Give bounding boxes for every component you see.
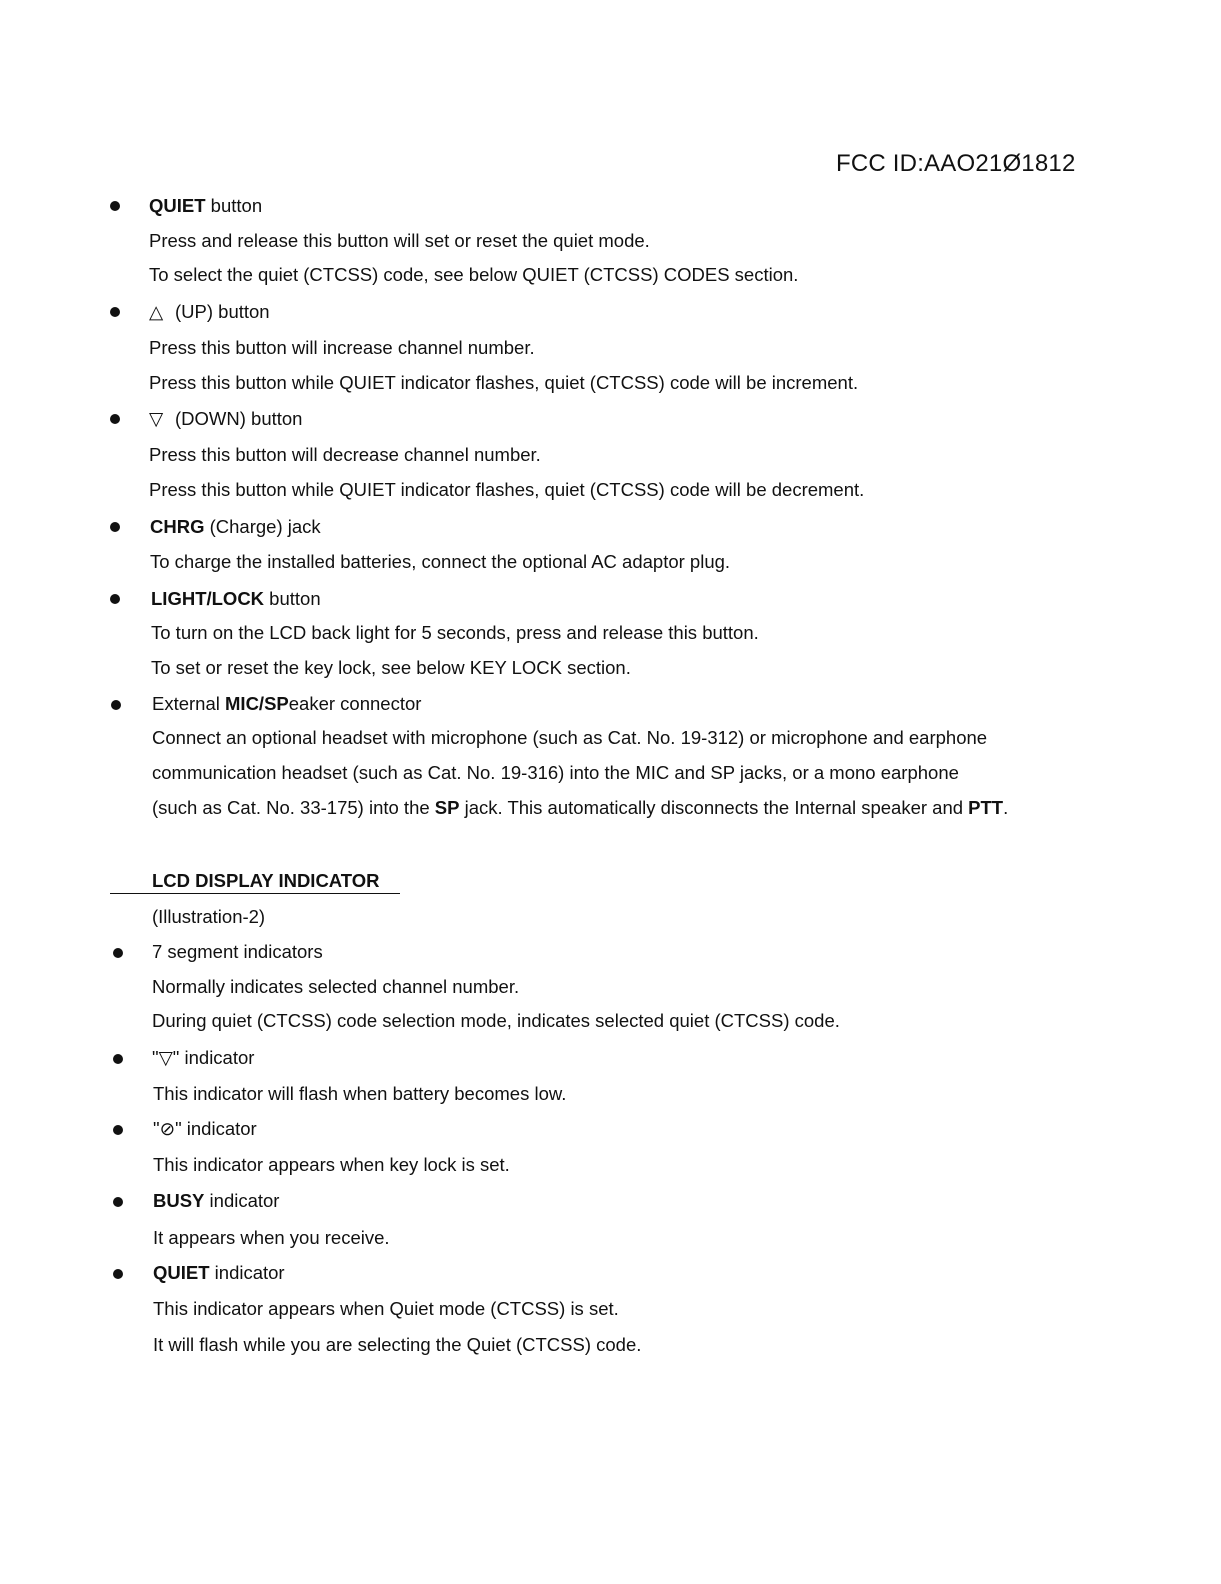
item-title-quiet-button: QUIET button bbox=[149, 195, 263, 216]
lcd-item-line: Normally indicates selected channel number. bbox=[152, 976, 520, 997]
item-line: (such as Cat. No. 33-175) into the SP jack. This automatically disconnects the Internal speaker and PTT. bbox=[152, 797, 1009, 818]
item-line: communication headset (such as Cat. No. 19-316) into the MIC and SP jacks, or a mono earphone bbox=[152, 762, 959, 783]
item-line: To select the quiet (CTCSS) code, see below QUIET (CTCSS) CODES section. bbox=[149, 264, 799, 285]
lcd-item-title-busy-indicator: BUSY indicator bbox=[153, 1190, 280, 1211]
item-line: Press this button while QUIET indicator flashes, quiet (CTCSS) code will be decrement. bbox=[149, 479, 865, 500]
lcd-item-line: This indicator appears when Quiet mode (CTCSS) is set. bbox=[153, 1298, 619, 1319]
lcd-item-title-battery-indicator: "▽" indicator bbox=[152, 1047, 255, 1068]
item-title-light-lock-button: LIGHT/LOCK button bbox=[151, 588, 321, 609]
lcd-item-line: During quiet (CTCSS) code selection mode, indicates selected quiet (CTCSS) code. bbox=[152, 1010, 840, 1031]
down-triangle-icon: ▽ bbox=[149, 408, 164, 429]
item-title-up-button: △ (UP) button bbox=[149, 301, 270, 322]
bullet bbox=[110, 307, 120, 317]
item-line: To turn on the LCD back light for 5 seconds, press and release this button. bbox=[151, 622, 759, 643]
up-triangle-icon: △ bbox=[149, 301, 164, 322]
bullet bbox=[110, 201, 120, 211]
bullet bbox=[111, 700, 121, 710]
item-line: Connect an optional headset with microphone (such as Cat. No. 19-312) or microphone and earphone bbox=[152, 727, 988, 748]
lcd-item-line: It appears when you receive. bbox=[153, 1227, 390, 1248]
item-line: Press this button will decrease channel number. bbox=[149, 444, 541, 465]
bullet bbox=[113, 1054, 123, 1064]
lcd-item-line: It will flash while you are selecting the Quiet (CTCSS) code. bbox=[153, 1334, 642, 1355]
bullet bbox=[113, 1125, 123, 1135]
fcc-id: FCC ID:AAO21Ø1812 bbox=[836, 150, 1076, 177]
lcd-item-line: This indicator appears when key lock is set. bbox=[153, 1154, 510, 1175]
lcd-item-line: This indicator will flash when battery becomes low. bbox=[153, 1083, 567, 1104]
item-line: Press this button while QUIET indicator flashes, quiet (CTCSS) code will be increment. bbox=[149, 372, 859, 393]
lcd-item-title: 7 segment indicators bbox=[152, 941, 323, 962]
bullet bbox=[110, 522, 120, 532]
item-title-down-button: ▽ (DOWN) button bbox=[149, 408, 303, 429]
item-line: Press this button will increase channel number. bbox=[149, 337, 535, 358]
item-line: To set or reset the key lock, see below KEY LOCK section. bbox=[151, 657, 631, 678]
item-title-chrg-jack: CHRG (Charge) jack bbox=[150, 516, 321, 537]
bullet bbox=[110, 414, 120, 424]
bullet bbox=[113, 1197, 123, 1207]
item-line: Press and release this button will set or reset the quiet mode. bbox=[149, 230, 650, 251]
lcd-item-title-quiet-indicator: QUIET indicator bbox=[153, 1262, 285, 1283]
item-title-mic-sp-connector: External MIC/SPeaker connector bbox=[152, 693, 422, 714]
bullet bbox=[113, 948, 123, 958]
bullet bbox=[110, 594, 120, 604]
bullet bbox=[113, 1269, 123, 1279]
section-subtitle: (Illustration-2) bbox=[152, 906, 266, 927]
item-line: To charge the installed batteries, connect the optional AC adaptor plug. bbox=[150, 551, 731, 572]
section-title: LCD DISPLAY INDICATOR bbox=[110, 870, 400, 894]
lcd-item-title-key-indicator: "⊘" indicator bbox=[153, 1118, 257, 1139]
